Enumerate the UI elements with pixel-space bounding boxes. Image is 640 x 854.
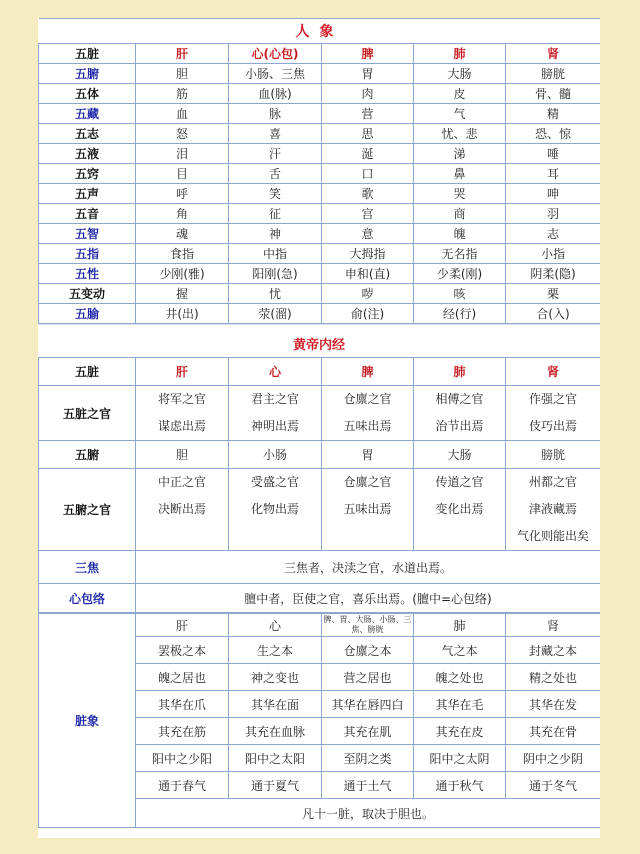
sanjiao-text: 三焦者，决渎之官，水道出焉。	[136, 551, 601, 584]
table-cell: 通于冬气	[506, 772, 601, 799]
table-cell: 商	[414, 204, 506, 224]
row-label: 五腧	[39, 304, 136, 324]
neijing-header-row	[39, 358, 601, 386]
table-cell: 封藏之本	[506, 637, 601, 664]
table-cell: 通于春气	[136, 772, 229, 799]
table-cell: 皮	[414, 84, 506, 104]
row-label: 三焦	[39, 551, 136, 584]
column-header: 肾	[506, 44, 601, 64]
column-header: 肺	[414, 614, 506, 637]
table-cell: 神	[229, 224, 322, 244]
table-row	[39, 244, 601, 264]
table-cell: 精	[506, 104, 601, 124]
table-cell: 中指	[229, 244, 322, 264]
table-cell: 阴柔(隐)	[506, 264, 601, 284]
table-cell: 喜	[229, 124, 322, 144]
table-cell: 忧、悲	[414, 124, 506, 144]
table-cell: 其充在肌	[322, 718, 414, 745]
table-cell: 魄之居也	[136, 664, 229, 691]
table-cell: 目	[136, 164, 229, 184]
table-cell: 怒	[136, 124, 229, 144]
table-cell	[414, 469, 506, 551]
fu-row	[39, 441, 601, 469]
table-cell: 经(行)	[414, 304, 506, 324]
table-row	[39, 204, 601, 224]
xinbao-row	[39, 584, 601, 613]
table-cell: 胃	[322, 64, 414, 84]
table-cell: 其充在筋	[136, 718, 229, 745]
cell-line: 津液藏焉	[528, 502, 577, 516]
table-cell: 角	[136, 204, 229, 224]
table-cell: 气之本	[414, 637, 506, 664]
row-label: 五声	[39, 184, 136, 204]
table-cell: 其华在唇四白	[322, 691, 414, 718]
cell-line: 将军之官	[157, 392, 206, 406]
table-cell: 营	[322, 104, 414, 124]
renxiang-header-row	[39, 44, 601, 64]
table-cell	[414, 386, 506, 441]
table-cell: 其充在血脉	[229, 718, 322, 745]
row-label: 五腑	[39, 64, 136, 84]
cell-line: 传道之官	[435, 475, 484, 489]
cell-line: 受盛之官	[250, 475, 299, 489]
cell-line: 谋虑出焉	[157, 419, 206, 433]
cell-line: 气化则能出矣	[516, 529, 589, 543]
cell-line: 神明出焉	[250, 419, 299, 433]
table-cell: 胆	[136, 441, 229, 469]
table-cell: 气	[414, 104, 506, 124]
table-cell: 鼻	[414, 164, 506, 184]
row-label: 五液	[39, 144, 136, 164]
row-label: 五志	[39, 124, 136, 144]
table-cell: 生之本	[229, 637, 322, 664]
table-cell: 神之变也	[229, 664, 322, 691]
table-cell: 舌	[229, 164, 322, 184]
column-header	[322, 614, 414, 637]
table-cell: 大肠	[414, 64, 506, 84]
table-cell: 泪	[136, 144, 229, 164]
table-cell: 少柔(刚)	[414, 264, 506, 284]
table-cell: 阳刚(急)	[229, 264, 322, 284]
cell-line: 五味出焉	[343, 502, 392, 516]
neijing-table	[38, 357, 600, 613]
table-cell: 唾	[506, 144, 601, 164]
table-row	[39, 144, 601, 164]
column-header: 脾	[322, 358, 414, 386]
cell-line: 相傅之官	[435, 392, 484, 406]
row-label: 五脏	[39, 44, 136, 64]
row-label: 五指	[39, 244, 136, 264]
cell-line: 伎巧出焉	[528, 419, 577, 433]
table-cell	[506, 469, 601, 551]
table-row	[39, 84, 601, 104]
table-cell: 大拇指	[322, 244, 414, 264]
table-cell: 魂	[136, 224, 229, 244]
table-row	[39, 164, 601, 184]
fu-guan-row	[39, 469, 601, 551]
table-cell: 小肠、三焦	[229, 64, 322, 84]
zang-guan-row	[39, 386, 601, 441]
table-cell	[136, 469, 229, 551]
table-row	[39, 64, 601, 84]
table-cell: 思	[322, 124, 414, 144]
table-cell: 呻	[506, 184, 601, 204]
column-header: 心	[229, 358, 322, 386]
huangdi-neijing-title: 黄帝内经	[292, 338, 345, 353]
table-cell: 骨、髓	[506, 84, 601, 104]
table-cell: 小肠	[229, 441, 322, 469]
table-cell: 歌	[322, 184, 414, 204]
table-cell: 其华在毛	[414, 691, 506, 718]
table-cell: 其华在发	[506, 691, 601, 718]
table-cell: 合(入)	[506, 304, 601, 324]
table-cell: 魄之处也	[414, 664, 506, 691]
table-cell: 膀胱	[506, 64, 601, 84]
table-cell: 志	[506, 224, 601, 244]
column-header: 肾	[506, 614, 601, 637]
footer-text: 凡十一脏，取决于胆也。	[136, 799, 601, 828]
cell-line: 化物出焉	[250, 502, 299, 516]
table-cell: 大肠	[414, 441, 506, 469]
table-cell: 食指	[136, 244, 229, 264]
section-gap	[38, 324, 600, 335]
table-cell: 脉	[229, 104, 322, 124]
column-header: 肝	[136, 44, 229, 64]
table-cell: 小指	[506, 244, 601, 264]
table-cell	[322, 386, 414, 441]
table-cell: 汗	[229, 144, 322, 164]
row-label: 五窍	[39, 164, 136, 184]
table-cell: 栗	[506, 284, 601, 304]
table-cell	[506, 386, 601, 441]
table-cell: 呼	[136, 184, 229, 204]
table-cell: 宫	[322, 204, 414, 224]
row-label: 脏象	[39, 614, 136, 828]
table-cell: 精之处也	[506, 664, 601, 691]
table-cell: 通于土气	[322, 772, 414, 799]
table-cell	[229, 469, 322, 551]
table-cell: 至阴之类	[322, 745, 414, 772]
row-label: 五脏	[39, 358, 136, 386]
row-label: 五变动	[39, 284, 136, 304]
table-cell: 通于秋气	[414, 772, 506, 799]
column-header: 肝	[136, 614, 229, 637]
cell-line: 决断出焉	[157, 502, 206, 516]
column-header: 心	[229, 614, 322, 637]
column-header: 肾	[506, 358, 601, 386]
table-cell: 其华在爪	[136, 691, 229, 718]
column-header: 脾	[322, 44, 414, 64]
table-cell: 握	[136, 284, 229, 304]
zangxiang-table	[38, 613, 600, 828]
table-cell: 涕	[414, 144, 506, 164]
table-cell: 膀胱	[506, 441, 601, 469]
table-cell	[136, 386, 229, 441]
table-row	[39, 224, 601, 244]
document-sheet	[38, 18, 600, 838]
table-cell: 无名指	[414, 244, 506, 264]
zangxiang-header-row	[39, 614, 601, 637]
cell-line: 治节出焉	[435, 419, 484, 433]
table-cell: 其充在皮	[414, 718, 506, 745]
column-header: 肺	[414, 358, 506, 386]
table-row	[39, 184, 601, 204]
xinbao-text: 膻中者，臣使之官，喜乐出焉。(膻中=心包络)	[136, 584, 601, 613]
row-label: 心包络	[39, 584, 136, 613]
table-cell: 恐、惊	[506, 124, 601, 144]
table-cell: 意	[322, 224, 414, 244]
row-label: 五音	[39, 204, 136, 224]
cell-line: 作强之官	[528, 392, 577, 406]
table-cell: 通于夏气	[229, 772, 322, 799]
table-cell: 筋	[136, 84, 229, 104]
table-cell: 羽	[506, 204, 601, 224]
table-cell: 肉	[322, 84, 414, 104]
table-cell: 口	[322, 164, 414, 184]
sanjiao-row	[39, 551, 601, 584]
cell-line: 仓廪之官	[343, 475, 392, 489]
table-row	[39, 104, 601, 124]
table-cell: 罢极之本	[136, 637, 229, 664]
table-row	[39, 264, 601, 284]
renxiang-title: 人象	[39, 19, 601, 44]
renxiang-table	[38, 18, 600, 324]
table-cell: 申和(直)	[322, 264, 414, 284]
cell-line: 变化出焉	[435, 502, 484, 516]
table-cell: 血	[136, 104, 229, 124]
table-cell	[322, 469, 414, 551]
table-cell: 魄	[414, 224, 506, 244]
cell-line: 五味出焉	[343, 419, 392, 433]
table-cell: 忧	[229, 284, 322, 304]
table-cell: 其充在骨	[506, 718, 601, 745]
table-cell: 阳中之少阳	[136, 745, 229, 772]
table-cell: 咳	[414, 284, 506, 304]
table-cell: 少刚(雅)	[136, 264, 229, 284]
row-label: 五体	[39, 84, 136, 104]
table-cell: 哕	[322, 284, 414, 304]
table-cell: 荥(溜)	[229, 304, 322, 324]
table-cell	[229, 386, 322, 441]
column-header: 心(心包)	[229, 44, 322, 64]
cell-line: 君主之官	[250, 392, 299, 406]
row-label: 五智	[39, 224, 136, 244]
table-cell: 哭	[414, 184, 506, 204]
table-row	[39, 304, 601, 324]
row-label: 五脏之官	[39, 386, 136, 441]
row-label: 五腑之官	[39, 469, 136, 551]
table-cell: 俞(注)	[322, 304, 414, 324]
row-label: 五性	[39, 264, 136, 284]
table-cell: 其华在面	[229, 691, 322, 718]
table-cell: 胆	[136, 64, 229, 84]
table-cell: 涎	[322, 144, 414, 164]
table-cell: 胃	[322, 441, 414, 469]
column-header: 肺	[414, 44, 506, 64]
table-cell: 笑	[229, 184, 322, 204]
row-label: 五腑	[39, 441, 136, 469]
table-cell: 阴中之少阴	[506, 745, 601, 772]
column-header: 肝	[136, 358, 229, 386]
table-cell: 征	[229, 204, 322, 224]
cell-line: 仓廪之官	[343, 392, 392, 406]
row-label: 五藏	[39, 104, 136, 124]
cell-line: 中正之官	[157, 475, 206, 489]
table-row	[39, 124, 601, 144]
table-cell: 营之居也	[322, 664, 414, 691]
table-row	[39, 284, 601, 304]
table-cell: 血(脉)	[229, 84, 322, 104]
table-cell: 耳	[506, 164, 601, 184]
table-cell: 阳中之太阴	[414, 745, 506, 772]
table-cell: 井(出)	[136, 304, 229, 324]
cell-line: 州都之官	[528, 475, 577, 489]
table-cell: 阳中之太阳	[229, 745, 322, 772]
column-header-text: 脾、胃、大肠、小肠、三焦、膀胱	[323, 615, 412, 634]
table-cell: 仓廪之本	[322, 637, 414, 664]
